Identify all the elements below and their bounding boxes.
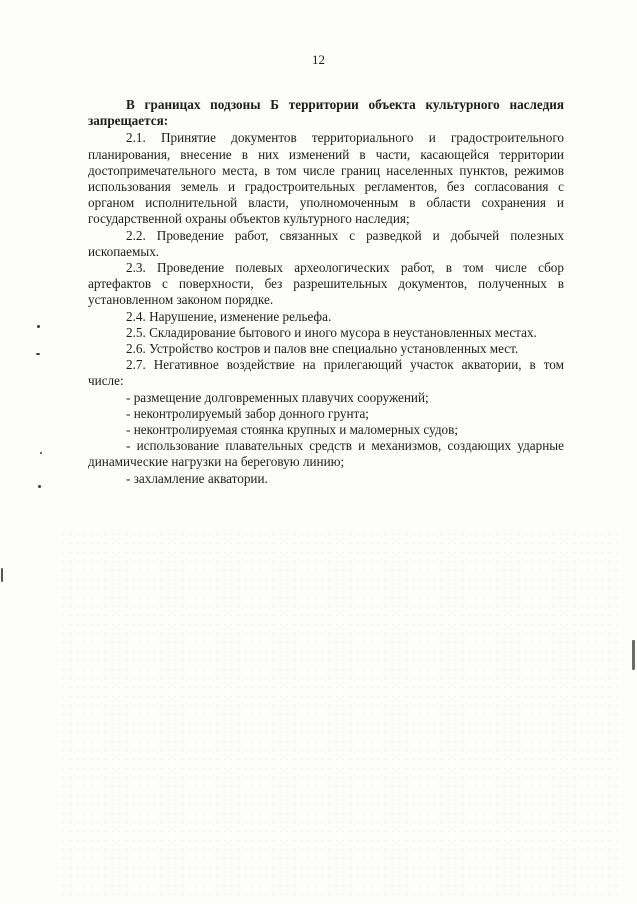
paragraph-2-5: 2.5. Складирование бытового и иного мусора в неустановленных местах.	[126, 324, 537, 340]
scan-speck	[36, 353, 40, 355]
page-number: 12	[312, 52, 325, 67]
section-heading: В границах подзоны Б территории объекта культурного наследия запрещается:	[88, 97, 564, 129]
paragraph-2-6: 2.6. Устройство костров и палов вне специально установленных мест.	[126, 341, 519, 357]
subitem-bottom-soil: - неконтролируемый забор донного грунта;	[126, 405, 369, 421]
paragraph-2-2: 2.2. Проведение работ, связанных с разведкой и добычей полезных ископаемых.	[88, 227, 564, 259]
scan-speck	[632, 640, 635, 670]
subitem-floating-structures: - размещение долговременных плавучих сооружений;	[126, 389, 429, 405]
scan-speck	[1, 568, 3, 582]
paragraph-2-1: 2.1. Принятие документов территориального и градостроительного планирования, внесение в них изменений в части, касающейся территории достопримечательного места, в том числе границ населенных пунктов, режимов использования земель и градостроительных регламентов, без согласования с органом исполнительной власти, уполномоченным в области сохранения и государственной охраны объектов культурного наследия;	[88, 130, 564, 227]
paragraph-2-7: 2.7. Негативное воздействие на прилегающий участок акватории, в том числе:	[88, 357, 564, 389]
scan-noise	[60, 530, 620, 900]
subitem-littering: - захламление акватории.	[126, 470, 268, 486]
scan-speck	[40, 452, 42, 454]
subitem-swimming-means: - использование плавательных средств и механизмов, создающих ударные динамические нагрузки на береговую линию;	[88, 438, 564, 470]
scan-speck	[38, 485, 41, 488]
paragraph-2-3: 2.3. Проведение полевых археологических работ, в том числе сбор артефактов с поверхности, без разрешительных документов, полученных в установленном законом порядке.	[88, 260, 564, 308]
document-body	[88, 97, 564, 487]
subitem-vessel-parking: - неконтролируемая стоянка крупных и маломерных судов;	[126, 422, 459, 438]
scan-speck	[37, 325, 40, 328]
paragraph-2-4: 2.4. Нарушение, изменение рельефа.	[126, 308, 332, 324]
